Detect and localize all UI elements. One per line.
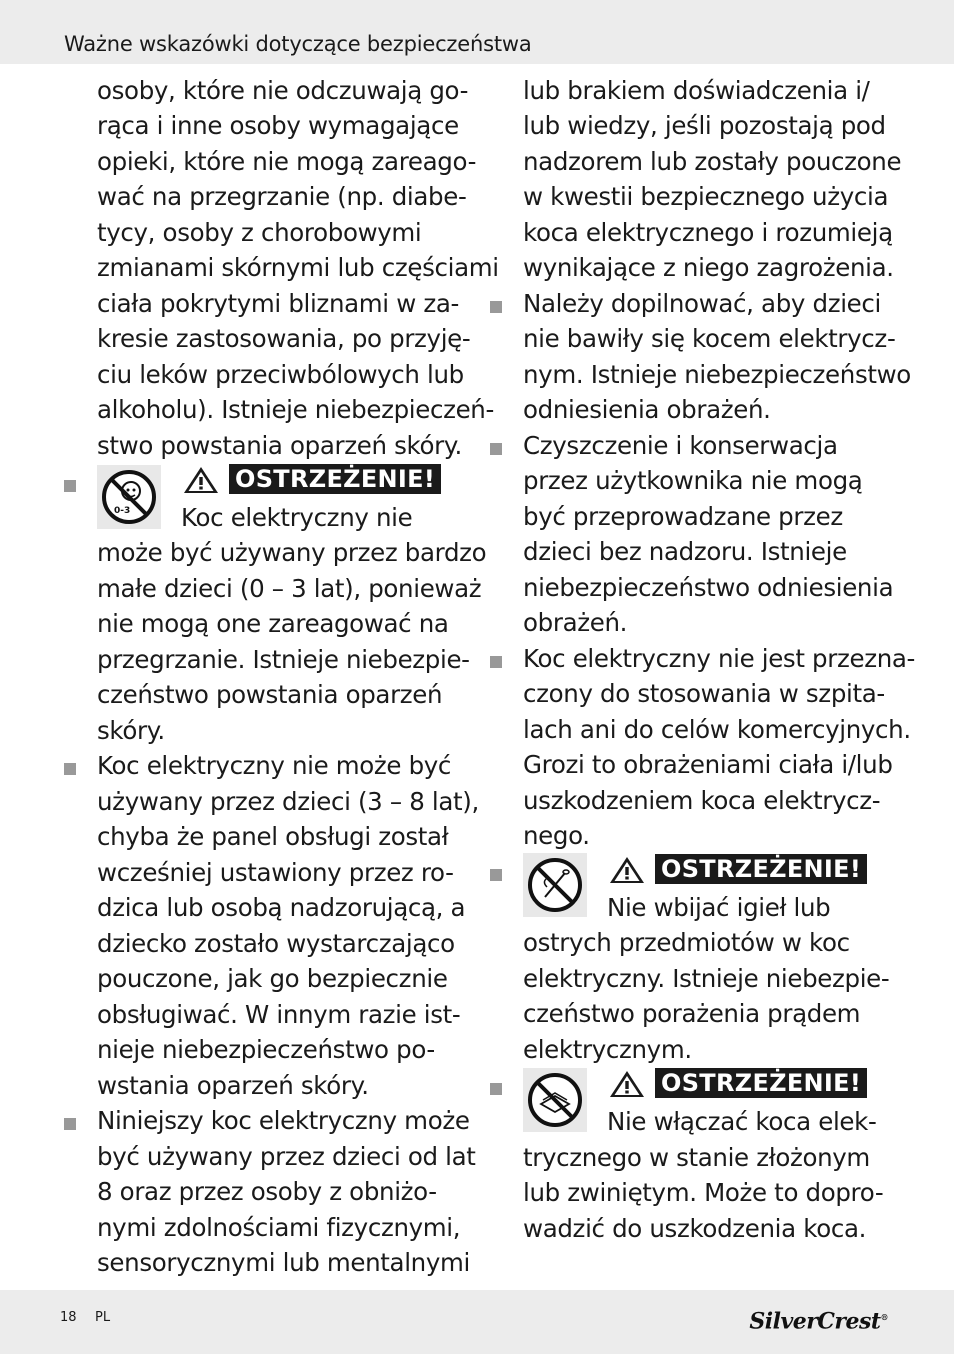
text-line: Koc elektryczny nie xyxy=(181,503,413,532)
text-line: nieje niebezpieczeństwo po- xyxy=(97,1035,435,1064)
text-line: ostrych przedmiotów w koc xyxy=(523,928,850,957)
text-line: osoby, które nie odczuwają go- xyxy=(97,76,469,105)
text-line: elektrycznym. xyxy=(523,1035,692,1064)
text-line: niebezpieczeństwo odniesienia xyxy=(523,573,894,602)
no-needles-icon xyxy=(527,857,583,913)
text-line: dzieci bez nadzoru. Istnieje xyxy=(523,537,847,566)
brand-logo: SilverCrest® xyxy=(749,1308,888,1335)
text-line: Koc elektryczny nie jest przezna- xyxy=(523,644,916,673)
bullet xyxy=(490,301,502,313)
text-line: nie mogą one zareagować na xyxy=(97,609,449,638)
text-line: pouczone, jak go bezpiecznie xyxy=(97,964,448,993)
text-line: nie bawiły się kocem elektrycz- xyxy=(523,324,896,353)
text-line: chyba że panel obsługi został xyxy=(97,822,449,851)
text-line: w kwestii bezpiecznego użycia xyxy=(523,182,889,211)
text-line: skóry. xyxy=(97,716,165,745)
bullet xyxy=(490,443,502,455)
text-line: nadzorem lub zostały pouczone xyxy=(523,147,902,176)
text-line: Grozi to obrażeniami ciała i/lub xyxy=(523,750,893,779)
bullet xyxy=(490,656,502,668)
text-line: uszkodzeniem koca elektrycz- xyxy=(523,786,881,815)
warning-label: OSTRZEŻENIE! xyxy=(229,464,441,494)
warning-triangle-icon xyxy=(609,856,645,884)
text-line: alkoholu). Istnieje niebezpieczeń- xyxy=(97,395,494,424)
text-line: nym. Istnieje niebezpieczeństwo xyxy=(523,360,911,389)
text-line: czony do stosowania w szpita- xyxy=(523,679,885,708)
text-line: koca elektrycznego i rozumieją xyxy=(523,218,893,247)
text-line: opieki, które nie mogą zareago- xyxy=(97,147,477,176)
text-line: Czyszczenie i konserwacja xyxy=(523,431,838,460)
text-line: Należy dopilnować, aby dzieci xyxy=(523,289,881,318)
text-line: małe dzieci (0 – 3 lat), ponieważ xyxy=(97,574,482,603)
text-line: może być używany przez bardzo xyxy=(97,538,487,567)
text-line: ciu leków przeciwbólowych lub xyxy=(97,360,464,389)
section-title: Ważne wskazówki dotyczące bezpieczeństwa xyxy=(64,32,532,56)
text-line: wadzić do uszkodzenia koca. xyxy=(523,1214,867,1243)
text-line: kresie zastosowania, po przyję- xyxy=(97,324,471,353)
brand-name: SilverCrest xyxy=(749,1308,881,1335)
text-line: zmianami skórnymi lub częściami xyxy=(97,253,499,282)
bullet xyxy=(64,480,76,492)
language-code: PL xyxy=(95,1310,111,1325)
text-line: rąca i inne osoby wymagające xyxy=(97,111,459,140)
warning-label: OSTRZEŻENIE! xyxy=(655,1068,867,1098)
bullet xyxy=(490,1083,502,1095)
text-line: stwo powstania oparzeń skóry. xyxy=(97,431,462,460)
text-line: Niniejszy koc elektryczny może xyxy=(97,1106,470,1135)
text-line: ciała pokrytymi bliznami w za- xyxy=(97,289,459,318)
text-line: elektryczny. Istnieje niebezpie- xyxy=(523,964,890,993)
text-line: dziecko zostało wystarczająco xyxy=(97,929,455,958)
no-folded-blanket-icon xyxy=(527,1072,583,1128)
text-line: przegrzanie. Istnieje niebezpie- xyxy=(97,645,470,674)
text-line: lub wiedzy, jeśli pozostają pod xyxy=(523,111,886,140)
text-line: tycy, osoby z chorobowymi xyxy=(97,218,422,247)
text-line: lub brakiem doświadczenia i/ xyxy=(523,76,870,105)
bullet xyxy=(64,1118,76,1130)
page-header xyxy=(0,0,954,64)
text-line: być używany przez dzieci od lat xyxy=(97,1142,476,1171)
text-line: Nie wbijać igieł lub xyxy=(607,893,831,922)
text-line: dzica lub osobą nadzorującą, a xyxy=(97,893,466,922)
text-line: obrażeń. xyxy=(523,608,628,637)
text-line: czeństwo porażenia prądem xyxy=(523,999,861,1028)
text-line: używany przez dzieci (3 – 8 lat), xyxy=(97,787,479,816)
svg-text:0-3: 0-3 xyxy=(114,506,131,516)
text-line: lub zwiniętym. Może to dopro- xyxy=(523,1178,884,1207)
text-line: 8 oraz przez osoby z obniżo- xyxy=(97,1177,437,1206)
page-number: 18 xyxy=(60,1310,77,1325)
text-line: nymi zdolnościami fizycznymi, xyxy=(97,1213,461,1242)
text-line: czeństwo powstania oparzeń xyxy=(97,680,443,709)
text-line: Nie włączać koca elek- xyxy=(607,1107,877,1136)
bullet xyxy=(64,763,76,775)
bullet xyxy=(490,869,502,881)
warning-triangle-icon xyxy=(609,1070,645,1098)
text-line: wstania oparzeń skóry. xyxy=(97,1071,369,1100)
text-line: wać na przegrzanie (np. diabe- xyxy=(97,182,467,211)
pictogram-box xyxy=(523,853,587,917)
text-line: odniesienia obrażeń. xyxy=(523,395,771,424)
text-line: nego. xyxy=(523,821,590,850)
warning-triangle-icon xyxy=(183,466,219,494)
warning-label: OSTRZEŻENIE! xyxy=(655,854,867,884)
text-line: Koc elektryczny nie może być xyxy=(97,751,452,780)
text-line: przez użytkownika nie mogą xyxy=(523,466,863,495)
text-line: lach ani do celów komercyjnych. xyxy=(523,715,911,744)
text-line: trycznego w stanie złożonym xyxy=(523,1143,870,1172)
text-line: wynikające z niego zagrożenia. xyxy=(523,253,894,282)
pictogram-box xyxy=(523,1068,587,1132)
text-line: obsługiwać. W innym razie ist- xyxy=(97,1000,461,1029)
no-children-0-3-icon xyxy=(101,469,157,525)
pictogram-box xyxy=(97,465,161,529)
page-footer xyxy=(0,1290,954,1354)
text-line: być przeprowadzane przez xyxy=(523,502,843,531)
text-line: sensorycznymi lub mentalnymi xyxy=(97,1248,470,1277)
text-line: wcześniej ustawiony przez ro- xyxy=(97,858,454,887)
